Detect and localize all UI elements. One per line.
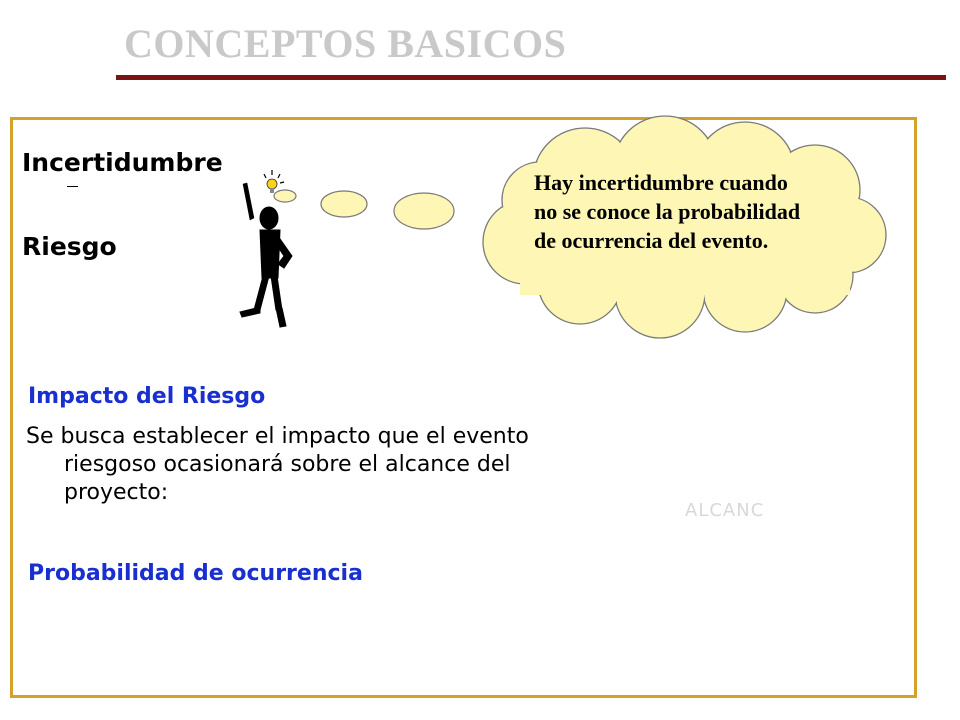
slide-title: CONCEPTOS BASICOS bbox=[124, 21, 567, 66]
impact-line: Se busca establecer el impacto que el evento bbox=[26, 424, 529, 449]
term-riesgo: Riesgo bbox=[22, 232, 117, 261]
thought-bubble-text bbox=[534, 168, 864, 255]
thought-line: no se conoce la probabilidad bbox=[534, 199, 801, 224]
faint-label: ALCANC bbox=[685, 500, 765, 521]
impact-line: riesgoso ocasionará sobre el alcance del bbox=[64, 452, 511, 477]
thinking-person-icon bbox=[222, 160, 312, 335]
lightbulb-icon bbox=[264, 170, 284, 193]
thought-line: de ocurrencia del evento. bbox=[534, 228, 769, 253]
trail-bubble-large bbox=[394, 193, 454, 229]
probability-heading: Probabilidad de ocurrencia bbox=[28, 561, 363, 586]
thought-line: Hay incertidumbre cuando bbox=[534, 170, 788, 195]
trail-bubble-medium bbox=[321, 191, 367, 217]
term-incertidumbre: Incertidumbre bbox=[22, 148, 223, 177]
impact-heading: Impacto del Riesgo bbox=[28, 384, 266, 409]
impact-line: proyecto: bbox=[64, 480, 169, 505]
impact-description bbox=[26, 423, 586, 507]
